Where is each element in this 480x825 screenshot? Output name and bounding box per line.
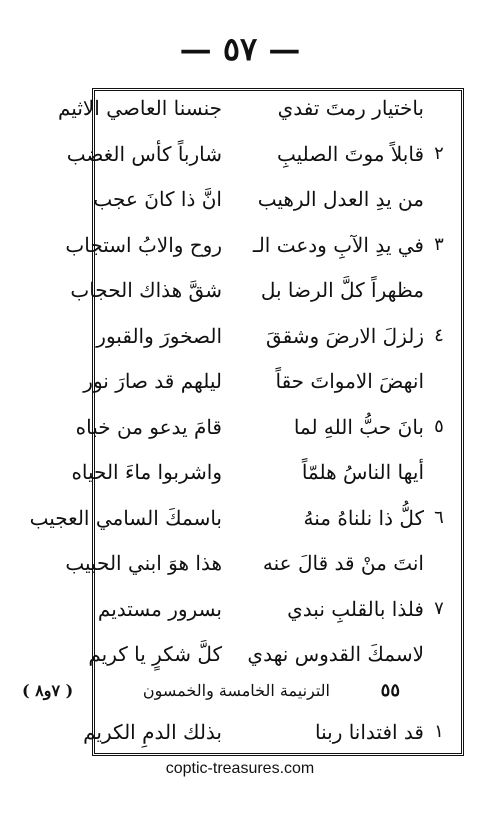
hemistich-second: روح والابُ استجاب — [65, 232, 222, 257]
footer-url: coptic-treasures.com — [165, 760, 315, 777]
verse-line — [0, 134, 480, 174]
hemistich-second: بسرور مستديم — [97, 596, 222, 621]
verse-line — [0, 634, 480, 674]
hemistich-second: باسمكَ السامي العجيب — [29, 505, 222, 530]
verse-line — [0, 589, 480, 629]
hemistich-first: فلذا بالقلبِ نبدي — [287, 596, 424, 621]
verse-line — [0, 316, 480, 356]
hemistich-second: هذا هوَ ابني الحبيب — [65, 551, 222, 575]
hemistich-second: ليلهم قد صارَ نور — [83, 369, 222, 393]
hemistich-first: بانَ حبُّ اللهِ لما — [293, 414, 424, 439]
verse-line — [0, 498, 480, 538]
verse-line — [0, 179, 480, 219]
hemistich-second: قامَ يدعو من خباه — [75, 414, 222, 439]
verse-line — [0, 543, 480, 583]
hemistich-second: واشربوا ماءَ الحياه — [71, 460, 222, 484]
hemistich-second: كلَّ شكرٍ يا كريم — [88, 642, 222, 666]
verse-number: ٧ — [434, 597, 444, 619]
hemistich-first: زلزلَ الارضَ وشققَ — [265, 323, 424, 348]
hemistich-first: لاسمكَ القدوس نهدي — [247, 642, 424, 666]
hemistich-first: من يدِ العدل الرهيب — [257, 187, 424, 211]
verse-number: ٣ — [434, 233, 444, 255]
hymn-number: ٥٥ — [380, 680, 400, 701]
hemistich-second: شقَّ هذاك الحجاب — [70, 278, 222, 302]
verse-number: ٥ — [434, 415, 444, 437]
hemistich-first: في يدِ الآبِ ودعت الـ — [252, 232, 424, 257]
hemistich-first: قد افتدانا ربنا — [315, 720, 424, 744]
verse-line — [0, 407, 480, 447]
verse-line — [0, 88, 480, 128]
verse-number: ٦ — [434, 506, 444, 528]
page-number: — ٥٧ — — [179, 30, 301, 68]
hemistich-second: شارباً كأس الغضب — [66, 141, 222, 166]
verse-line — [0, 270, 480, 310]
hymn-heading — [0, 676, 480, 706]
hemistich-first: انهضَ الامواتَ حقاً — [275, 369, 424, 393]
verse-line — [0, 361, 480, 401]
hemistich-first: انتَ منْ قد قالَ عنه — [262, 551, 424, 575]
verse-line — [0, 225, 480, 265]
hemistich-second: الصخورَ والقبور — [96, 323, 222, 348]
verse-line — [0, 712, 480, 752]
hemistich-second: انَّ ذا كانَ عجب — [93, 187, 222, 211]
hemistich-second: جنسنا العاصي الاثيم — [57, 96, 222, 120]
hemistich-first: كلُّ ذا نلناهُ منهُ — [303, 505, 424, 530]
verse-number: ٢ — [434, 142, 444, 164]
hemistich-first: قابلاً موتَ الصليبِ — [276, 141, 424, 166]
hemistich-first: أيها الناسُ هلمّاً — [301, 460, 424, 484]
hymn-meter: ( ٧و٨ ) — [22, 681, 74, 700]
verse-line — [0, 452, 480, 492]
hemistich-first: باختيار رمتَ تفدي — [277, 96, 424, 120]
hemistich-first: مظهراً كلَّ الرضا بل — [260, 278, 424, 302]
hymn-title: الترنيمة الخامسة والخمسون — [142, 681, 330, 700]
verse-number: ١ — [434, 721, 444, 742]
verse-number: ٤ — [434, 324, 444, 346]
hemistich-second: بذلك الدمِ الكريم — [83, 720, 222, 744]
